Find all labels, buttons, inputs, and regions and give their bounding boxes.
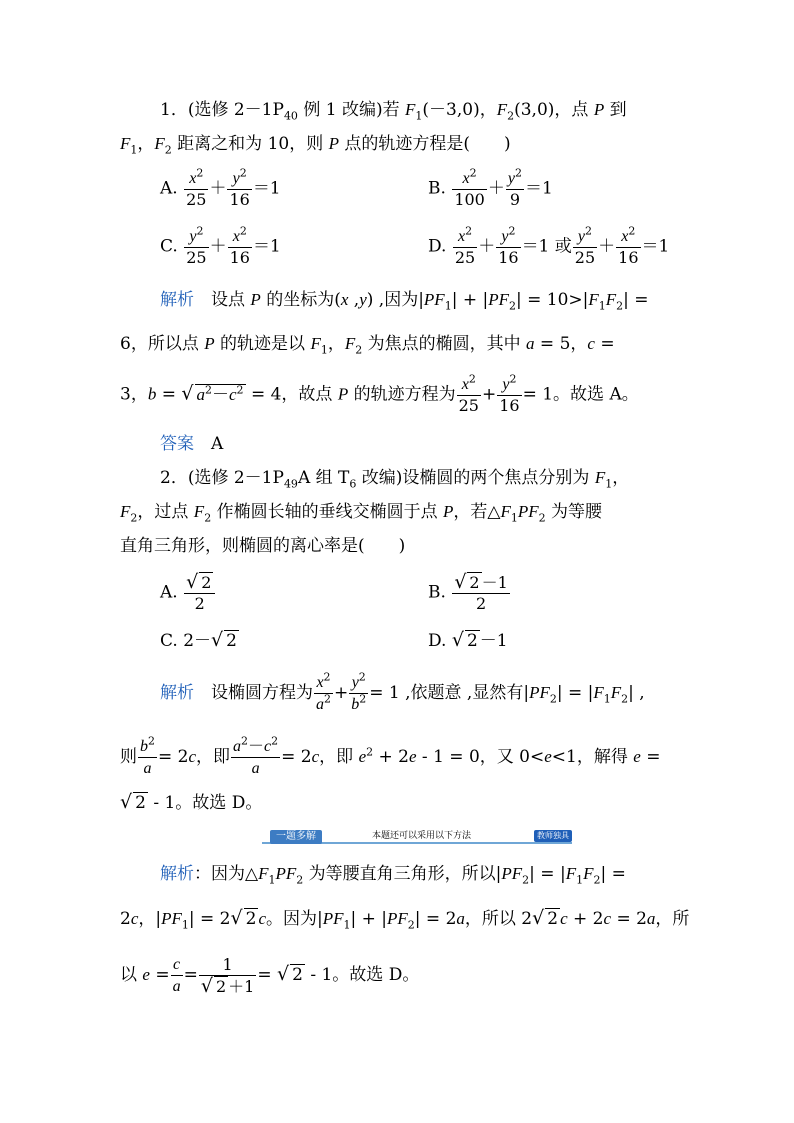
q2-analysis-line1: 解析 设椭圆方程为 $\frac{x^2}{a^2}$ + $\frac{y^2}{b^2}$ = 1 ,依题意 ,显然有$|PF_2| = |F_1F_2|$ , [160,670,645,713]
q1-option-c: C. $\frac{y^2}{25}$ ＋ $\frac{x^2}{16}$ ＝1 [160,224,281,267]
q2-option-a: A. $\frac{√ 2}{2}$ [160,572,216,614]
q1-option-b: B. $\frac{x^2}{100}$ ＋ $\frac{y^2}{9}$ ＝1 [428,166,553,209]
q1-analysis-line2: 6，所以点 P 的轨迹是以 $F_1$，$F_2$ 为焦点的椭圆，其中 a = 5，c = [120,334,615,357]
q2-analysis-label: 解析 [160,683,194,703]
q2-option-c: C. 2－√ 2 [160,629,237,651]
q2-option-d: D. √ 2 －1 [428,629,508,651]
q1-stem-line2: $F_1$，$F_2$ 距离之和为 10，则 P 点的轨迹方程是( ) [120,134,511,157]
q1-option-a: A. $\frac{x^2}{25}$ ＋ $\frac{y^2}{16}$ ＝1 [160,166,281,209]
q1-option-d: D. $\frac{x^2}{25}$ ＋ $\frac{y^2}{16}$ ＝1 或 $\frac{y^2}{25}$ ＋ $\frac{x^2}{16}$ ＝1 [428,224,670,267]
multi-solution-banner [262,830,572,846]
q2-stem-line3: 直角三角形，则椭圆的离心率是( ) [120,536,406,556]
q2-option-b: B. $\frac{√ 2 -1}{2}$ [428,571,508,613]
q1-analysis-line3: 3，b = √ $a^2-c^2 = 4$，故点 P 的轨迹方程为 $\frac{x^2}{25}$ + $\frac{y^2}{16}$ = 1。故选 A。 [120,372,639,415]
q2-analysis-line2: 则 $\frac{b^2}{a}$ = 2c，即 $\frac{a^2-c^2}{a}$ = 2c，即 $e^2 + 2e - 1 = 0$，又 0<e<1，解得 e = [120,734,661,777]
banner-text: 本题还可以采用以下方法 [372,831,472,841]
q1-analysis-label: 解析 [160,290,194,310]
q1-answer-label: 答案 [160,434,194,454]
banner-badge: 教师独具 [534,830,572,842]
alt-line1: 解析：因为$\triangle F_1PF_2$ 为等腰直角三角形，所以$|PF_2| = |F_1F_2|$ = [160,864,626,887]
alt-analysis-label: 解析 [160,864,194,884]
q2-analysis-line3: √ 2 - 1。故选 D。 [120,791,263,813]
alt-line2: 2c，$|PF_1| = 2√$ 2 c。因为$|PF_1| + |PF_2| = 2a$，所以 2√ 2 c + 2c = 2a，所 [120,907,690,932]
banner-tag: 一题多解 [270,830,322,844]
q1-analysis-line1: 解析 设点 P 的坐标为(x ,y) ,因为$|PF_1| + |PF_2| = 10>|F_1F_2|$ = [160,290,649,313]
q1-answer-line [160,434,223,454]
q1-stem-line1: 1．(选修 $2-1P_{40}$ 例 1 改编)若 $F_1(-3,0)$，$F_2(3,0)$，点 P 到 [160,100,627,123]
q1-answer-value: A [211,434,224,454]
alt-line3: 以 e = $\frac{c}{a}$ = $\frac{1}{√ 2 +1}$ = √ 2 - 1。故选 D。 [120,954,420,997]
q2-stem-line2: $F_2$，过点 $F_2$ 作椭圆长轴的垂线交椭圆于点 P，若$\triangle F_1PF_2$ 为等腰 [120,502,603,525]
q2-stem-line1: 2．(选修 $2-1P_{49}A$ 组 $T_6$ 改编)设椭圆的两个焦点分别为 $F_1$， [160,468,630,491]
